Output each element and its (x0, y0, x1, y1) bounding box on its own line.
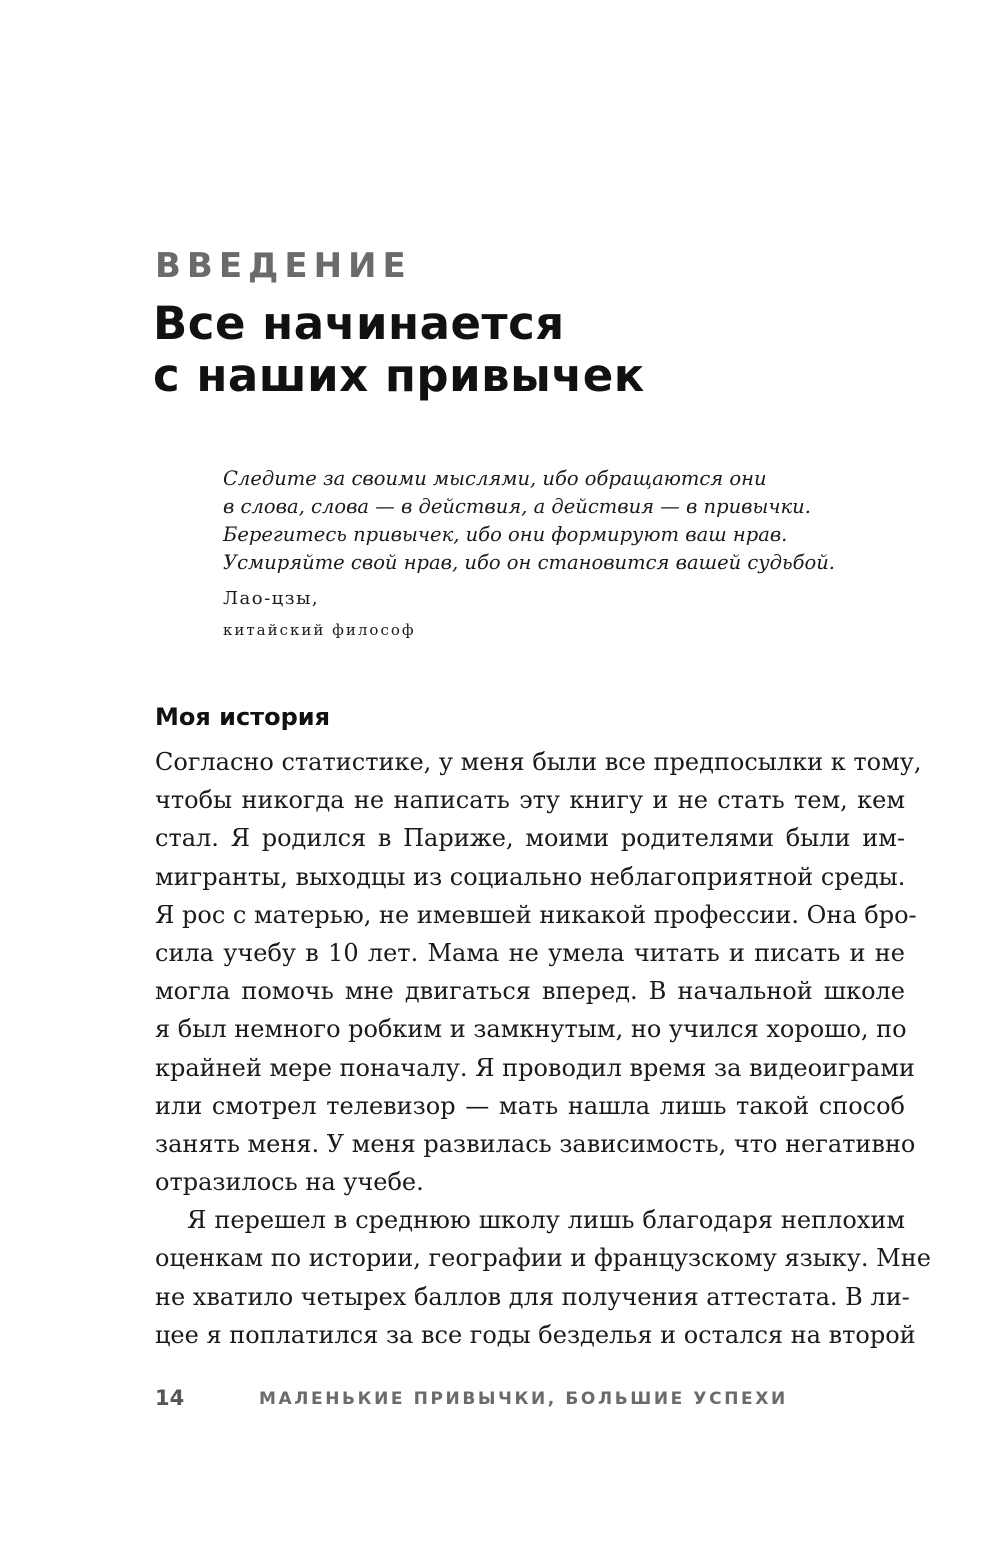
body-line: Я рос с матерью, не имевшей никакой профессии. Она бро- (155, 900, 917, 929)
epigraph-line: в слова, слова — в действия, а действия — в привычки. (223, 495, 811, 518)
body-line: могла помочь мне двигаться вперед. В начальной школе (155, 977, 905, 1006)
page-footer (155, 1384, 915, 1414)
epigraph-line: Берегитесь привычек, ибо они формируют ваш нрав. (223, 523, 788, 546)
body-line: стал. Я родился в Париже, моими родителями были им- (155, 824, 905, 853)
body-line: или смотрел телевизор — мать нашла лишь такой способ (155, 1091, 905, 1120)
body-line: чтобы никогда не написать эту книгу и не стать тем, кем (155, 786, 905, 815)
body-line: не хватило четырех баллов для получения аттестата. В ли- (155, 1282, 910, 1311)
body-line: крайней мере поначалу. Я проводил время за видеоиграми (155, 1053, 915, 1082)
chapter-title-line: с наших привычек (153, 349, 645, 402)
body-line: Согласно статистике, у меня были все предпосылки к тому, (155, 748, 922, 776)
body-line: сила учебу в 10 лет. Мама не умела читать и писать и не (155, 938, 905, 967)
epigraph-line: Усмиряйте свой нрав, ибо он становится вашей судьбой. (223, 551, 835, 574)
body-line: мигранты, выходцы из социально неблагоприятной среды. (155, 862, 906, 891)
section-label: ВВЕДЕНИЕ (155, 246, 412, 286)
epigraph (223, 465, 863, 643)
body-text (155, 743, 931, 1354)
epigraph-line: Следите за своими мыслями, ибо обращаются они (223, 467, 767, 490)
body-line: цее я поплатился за все годы безделья и остался на второй (155, 1320, 916, 1349)
body-line: я был немного робким и замкнутым, но учился хорошо, по (155, 1015, 907, 1044)
running-title: МАЛЕНЬКИЕ ПРИВЫЧКИ, БОЛЬШИЕ УСПЕХИ (259, 1389, 788, 1409)
body-line: отразилось на учебе. (155, 1168, 424, 1197)
body-line: оценкам по истории, географии и французскому языку. Мне (155, 1244, 931, 1273)
body-line: занять меня. У меня развилась зависимость, что негативно (155, 1129, 916, 1158)
page-number: 14 (155, 1386, 185, 1410)
subheading: Моя история (155, 703, 330, 731)
body-line: Я перешел в среднюю школу лишь благодаря неплохим (187, 1206, 905, 1235)
chapter-title (153, 298, 913, 402)
epigraph-author-role: китайский философ (223, 621, 416, 639)
epigraph-author: Лао-цзы, (223, 588, 320, 609)
chapter-title-line: Все начинается (153, 297, 565, 350)
